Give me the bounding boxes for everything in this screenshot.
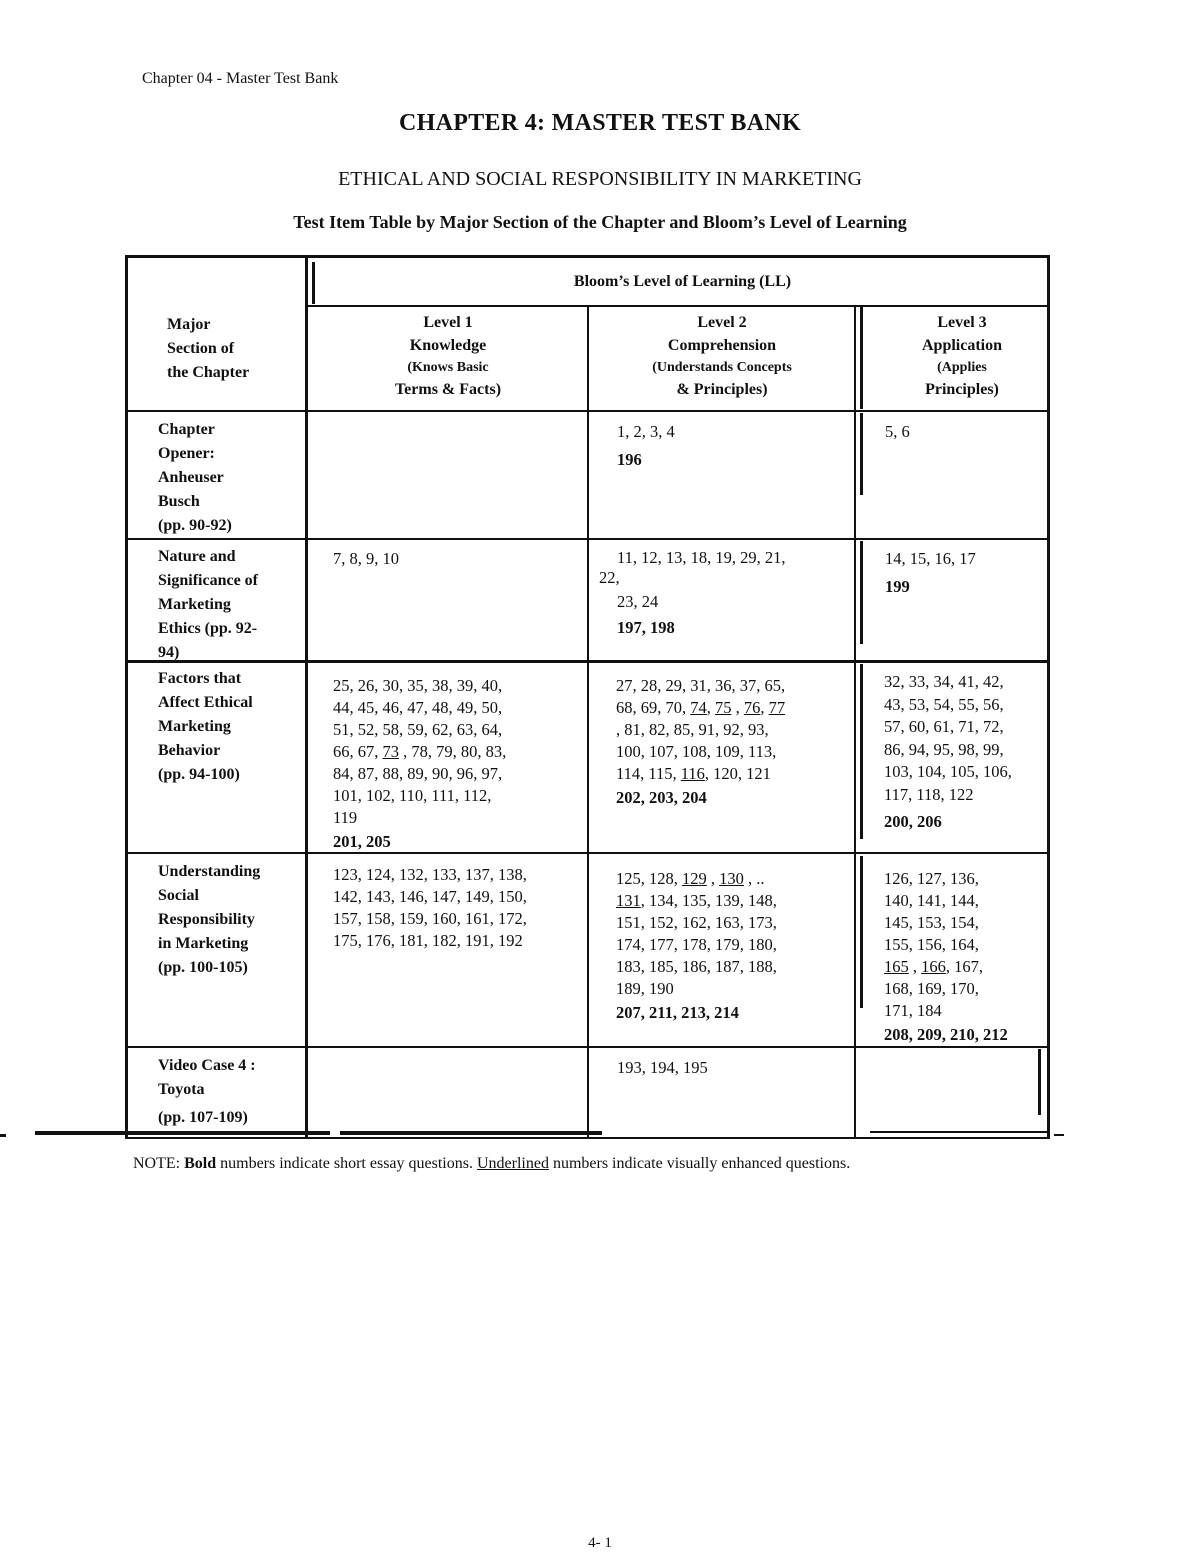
item-numbers: 142, 143, 146, 147, 149, 150, — [333, 887, 527, 906]
item-numbers-text: 66, 67, — [333, 742, 383, 761]
section-line: Affect Ethical — [158, 694, 253, 711]
item-numbers: 126, 127, 136, — [884, 869, 979, 888]
item-numbers: 145, 153, 154, — [884, 913, 979, 932]
item-numbers: 123, 124, 132, 133, 137, 138, — [333, 865, 527, 884]
item-numbers: 86, 94, 95, 98, 99, — [884, 739, 1004, 759]
item-numbers: 175, 176, 181, 182, 191, 192 — [333, 931, 523, 950]
item-numbers — [616, 763, 852, 785]
note-text: numbers indicate visually enhanced questions. — [548, 1155, 851, 1172]
section-line: Marketing — [158, 718, 231, 735]
item-numbers: 155, 156, 164, — [884, 935, 979, 954]
essay-numbers: 200, 206 — [884, 812, 942, 831]
header-line: Section of — [167, 340, 235, 357]
section-line: Busch — [158, 493, 200, 510]
level-desc: Terms & Facts) — [394, 381, 502, 398]
row4-level3 — [884, 868, 1049, 1046]
item-numbers: 193, 194, 195 — [617, 1058, 708, 1077]
item-numbers — [616, 890, 852, 912]
item-numbers: 25, 26, 30, 35, 38, 39, 40, — [333, 676, 503, 695]
section-line: Responsibility — [158, 911, 255, 928]
section-line: Toyota — [158, 1081, 205, 1098]
section-line: in Marketing — [158, 935, 249, 952]
section-line: Video Case 4 : — [158, 1057, 256, 1074]
section-line: Nature and — [158, 548, 236, 565]
item-numbers: 11, 12, 13, 18, 19, 29, 21, — [617, 548, 786, 567]
item-numbers: 51, 52, 58, 59, 62, 63, 64, — [333, 720, 503, 739]
header-line: Major — [167, 316, 211, 333]
item-numbers: 101, 102, 110, 111, 112, — [333, 786, 492, 805]
row2-level1 — [333, 548, 573, 570]
table-rule — [340, 1131, 602, 1135]
enhanced-item: 77 — [768, 698, 786, 717]
section-video-case — [158, 1054, 298, 1130]
section-factors — [158, 667, 298, 787]
section-line: Social — [158, 887, 199, 904]
row4-level1 — [333, 864, 585, 952]
essay-numbers: 196 — [617, 450, 642, 469]
item-numbers: 44, 45, 46, 47, 48, 49, 50, — [333, 698, 503, 717]
table-rule — [860, 307, 863, 409]
row1-level2 — [617, 421, 847, 471]
page-number: 4- 1 — [588, 1535, 612, 1551]
note-text: numbers indicate short essay questions. — [216, 1155, 477, 1172]
enhanced-item: 76 — [743, 698, 761, 717]
section-line: Behavior — [158, 742, 221, 759]
item-numbers-text: , — [706, 698, 715, 717]
table-rule — [308, 305, 1050, 307]
section-social-responsibility — [158, 860, 298, 980]
major-section-header — [167, 313, 297, 385]
level-label: Level 2 — [697, 314, 747, 331]
item-numbers: 117, 118, 122 — [884, 784, 974, 804]
essay-numbers: 202, 203, 204 — [616, 788, 707, 807]
table-caption: Test Item Table by Major Section of the Chapter and Bloom’s Level of Learning — [293, 212, 907, 232]
item-numbers: 27, 28, 29, 31, 36, 37, 65, — [616, 676, 786, 695]
section-chapter-opener — [158, 418, 298, 538]
row3-level2 — [616, 675, 852, 809]
item-numbers-text: , 120, 121 — [704, 764, 771, 783]
row5-level2 — [617, 1057, 847, 1079]
section-line: Understanding — [158, 863, 261, 880]
level-1-header — [308, 311, 588, 401]
table-rule — [870, 1131, 1048, 1133]
essay-numbers: 201, 205 — [333, 832, 391, 851]
level-desc: (Applies — [937, 360, 987, 375]
row4-level2 — [616, 868, 852, 1024]
item-numbers-text: 125, 128, — [616, 869, 682, 888]
blooms-level-header: Bloom’s Level of Learning (LL) — [573, 273, 792, 290]
table-rule — [860, 413, 863, 495]
item-numbers — [884, 956, 1049, 978]
item-numbers: 1, 2, 3, 4 — [617, 422, 675, 441]
item-numbers: 157, 158, 159, 160, 161, 172, — [333, 909, 527, 928]
item-numbers: 22, — [599, 568, 620, 587]
item-numbers: 14, 15, 16, 17 — [885, 549, 976, 568]
item-numbers-text: , — [731, 698, 744, 717]
section-line: Opener: — [158, 445, 215, 462]
essay-numbers: 208, 209, 210, 212 — [884, 1025, 1008, 1044]
section-line: Significance of — [158, 572, 258, 589]
level-label: Level 3 — [937, 314, 987, 331]
level-desc: Principles) — [925, 381, 999, 398]
level-name: Comprehension — [667, 337, 777, 354]
enhanced-item: 73 — [382, 742, 399, 761]
level-name: Knowledge — [409, 337, 487, 354]
item-numbers: , 81, 82, 85, 91, 92, 93, — [616, 720, 769, 739]
item-numbers: 183, 185, 186, 187, 188, — [616, 957, 777, 976]
item-numbers: 189, 190 — [616, 979, 674, 998]
item-numbers-text: , 134, 135, 139, 148, — [640, 891, 777, 910]
row3-level1 — [333, 675, 583, 853]
enhanced-item: 166 — [921, 957, 946, 976]
item-numbers — [616, 697, 852, 719]
enhanced-item: 75 — [715, 698, 732, 717]
level-desc: & Principles) — [676, 381, 768, 398]
enhanced-item: 116 — [680, 764, 705, 783]
page-title: CHAPTER 4: MASTER TEST BANK — [399, 110, 801, 136]
item-numbers — [333, 741, 583, 763]
level-3-header — [864, 311, 1060, 401]
table-rule — [587, 305, 589, 1138]
note-bold-word: Bold — [184, 1155, 217, 1172]
level-2-header — [589, 311, 855, 401]
item-numbers: 100, 107, 108, 109, 113, — [616, 742, 777, 761]
section-line: 94) — [158, 644, 180, 661]
row2-level3 — [885, 548, 1045, 598]
enhanced-item: 130 — [719, 869, 744, 888]
table-rule — [854, 305, 856, 1138]
table-rule — [860, 856, 863, 1008]
table-rule — [860, 664, 863, 839]
section-line: Marketing — [158, 596, 231, 613]
table-rule — [0, 1134, 6, 1137]
item-numbers: 5, 6 — [885, 422, 910, 441]
table-rule — [1054, 1134, 1064, 1136]
item-numbers: 43, 53, 54, 55, 56, — [884, 694, 1004, 714]
item-numbers: 171, 184 — [884, 1001, 942, 1020]
item-numbers — [616, 868, 852, 890]
item-numbers: 103, 104, 105, 106, — [884, 762, 1012, 781]
level-desc: (Knows Basic — [407, 360, 489, 375]
header-line: the Chapter — [167, 364, 250, 381]
essay-numbers: 197, 198 — [617, 618, 675, 637]
level-label: Level 1 — [423, 314, 473, 331]
section-line: Factors that — [158, 670, 242, 687]
item-numbers: 140, 141, 144, — [884, 891, 979, 910]
item-numbers: 32, 33, 34, 41, 42, — [884, 672, 1004, 691]
item-numbers-text: , 78, 79, 80, 83, — [399, 742, 507, 761]
section-line: Ethics (pp. 92- — [158, 620, 258, 637]
item-numbers-text: 68, 69, 70, — [616, 698, 691, 717]
item-numbers: 168, 169, 170, — [884, 979, 979, 998]
row3-level3 — [884, 671, 1049, 834]
item-numbers-text: , .. — [743, 869, 765, 888]
item-numbers-text: , — [760, 698, 769, 717]
section-line: Anheuser — [158, 469, 224, 486]
table-note — [133, 1155, 850, 1173]
table-rule — [1038, 1049, 1041, 1115]
running-head: Chapter 04 - Master Test Bank — [142, 70, 339, 87]
section-line: (pp. 90-92) — [158, 517, 232, 534]
item-numbers: 57, 60, 61, 71, 72, — [884, 717, 1004, 736]
item-numbers: 119 — [333, 808, 358, 827]
section-line: (pp. 94-100) — [158, 766, 240, 783]
item-numbers: 7, 8, 9, 10 — [333, 549, 399, 568]
enhanced-item: 129 — [682, 869, 707, 888]
note-prefix: NOTE: — [133, 1155, 185, 1172]
level-name: Application — [921, 337, 1002, 354]
note-underlined-word: Underlined — [476, 1155, 549, 1172]
section-nature-significance — [158, 545, 298, 665]
essay-numbers: 207, 211, 213, 214 — [616, 1003, 739, 1022]
level-desc: (Understands Concepts — [652, 360, 792, 375]
enhanced-item: 131 — [616, 891, 641, 910]
item-numbers-text: 114, 115, — [616, 764, 681, 783]
item-numbers-text: , 167, — [945, 957, 983, 976]
item-numbers-text: , — [908, 957, 922, 976]
table-rule — [35, 1131, 330, 1135]
item-numbers: 174, 177, 178, 179, 180, — [616, 935, 777, 954]
section-line: (pp. 100-105) — [158, 959, 248, 976]
table-rule — [860, 541, 863, 644]
enhanced-item: 165 — [884, 957, 909, 976]
essay-numbers: 199 — [885, 577, 910, 596]
item-numbers: 84, 87, 88, 89, 90, 96, 97, — [333, 764, 503, 783]
page-subtitle: ETHICAL AND SOCIAL RESPONSIBILITY IN MARKETING — [338, 168, 862, 190]
row2-level2 — [599, 548, 849, 638]
section-line: (pp. 107-109) — [158, 1109, 248, 1126]
item-numbers: 23, 24 — [617, 592, 659, 611]
item-numbers: 151, 152, 162, 163, 173, — [616, 913, 777, 932]
row1-level3 — [885, 421, 1045, 443]
section-line: Chapter — [158, 421, 215, 438]
enhanced-item: 74 — [690, 698, 707, 717]
item-numbers-text: , — [706, 869, 720, 888]
